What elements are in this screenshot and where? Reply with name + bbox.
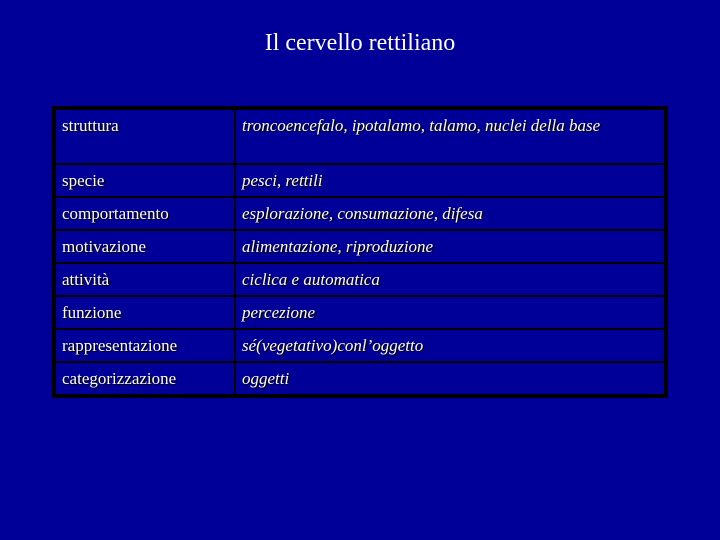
row-label: struttura [55,109,235,164]
row-label: specie [55,164,235,197]
table-row [55,230,665,263]
row-value: oggetti [235,362,665,395]
row-label: comportamento [55,197,235,230]
table-row [55,263,665,296]
row-value: pesci, rettili [235,164,665,197]
row-label: attività [55,263,235,296]
properties-table [52,106,668,398]
table-row [55,362,665,395]
row-value: ciclica e automatica [235,263,665,296]
table-row [55,329,665,362]
table-row [55,197,665,230]
row-value: alimentazione, riproduzione [235,230,665,263]
table-row [55,164,665,197]
row-value: troncoencefalo, ipotalamo, talamo, nuclei della base [235,109,665,164]
row-label: funzione [55,296,235,329]
row-value: percezione [235,296,665,329]
row-label: categorizzazione [55,362,235,395]
row-value: esplorazione, consumazione, difesa [235,197,665,230]
slide-title: Il cervello rettiliano [264,30,456,56]
table-row [55,296,665,329]
row-value: sé(vegetativo)conl’oggetto [235,329,665,362]
table-row [55,109,665,164]
row-label: motivazione [55,230,235,263]
row-label: rappresentazione [55,329,235,362]
